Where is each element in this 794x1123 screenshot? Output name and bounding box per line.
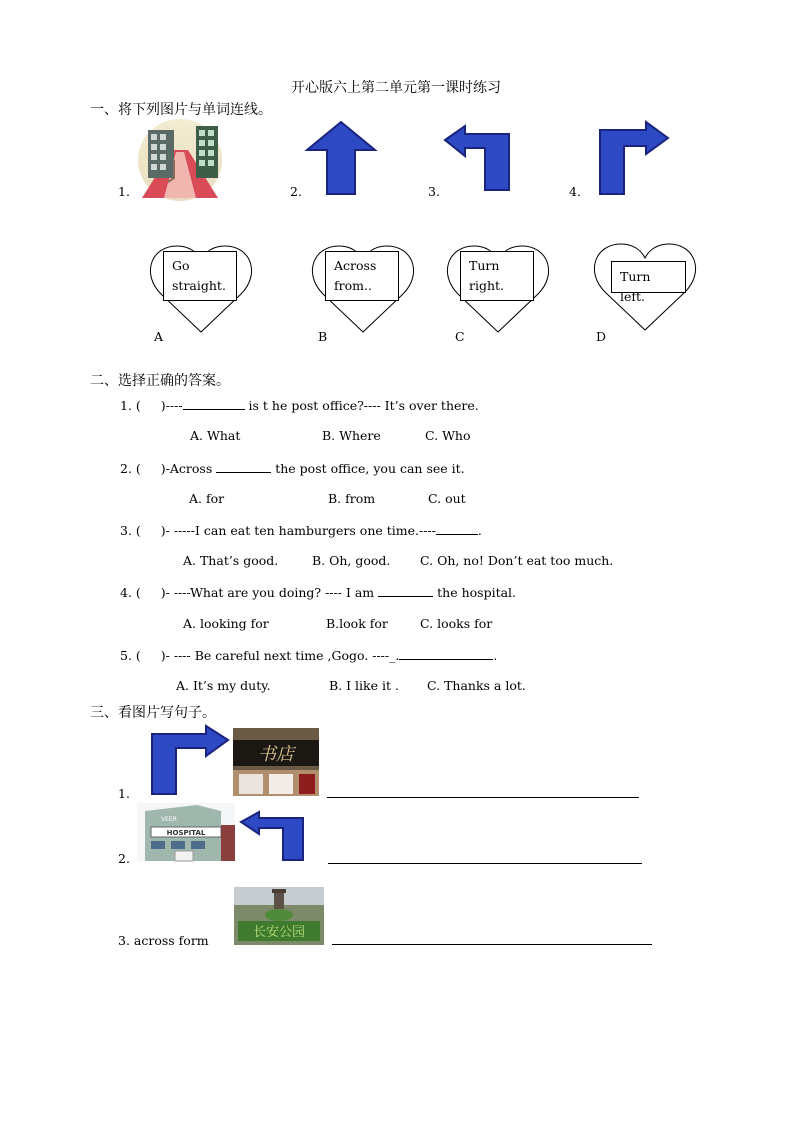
card-b-line1: Across [334, 258, 377, 273]
q5-option-b: B. I like it . [329, 678, 399, 693]
section-1-heading: 一、将下列图片与单词连线。 [90, 102, 272, 118]
card-d-letter: D [596, 329, 607, 344]
question-1-number: 1. ( [120, 398, 141, 413]
question-2-stem: )-Across [160, 461, 213, 476]
question-5 [120, 647, 497, 663]
question-4-stem: )- ----What are you doing? ---- I am [160, 585, 375, 600]
question-4 [120, 584, 516, 600]
question-3-number: 3. ( [120, 523, 141, 538]
question-5-stem: )- ---- Be careful next time ,Gogo. ----_. [160, 648, 400, 663]
q1-option-a: A. What [190, 428, 241, 443]
card-a-box [163, 251, 237, 301]
question-4-rest: the hospital. [437, 585, 517, 600]
card-c-line2: right. [469, 278, 505, 293]
card-a-line2: straight. [172, 278, 226, 293]
svg-text:HOSPITAL: HOSPITAL [166, 829, 206, 837]
arrow-turn-right-icon [594, 120, 670, 196]
card-b-line2: from.. [334, 278, 372, 293]
arrow-turn-left-icon [443, 124, 513, 192]
q3-option-c: C. Oh, no! Don’t eat too much. [420, 553, 614, 568]
question-4-number: 4. ( [120, 585, 141, 600]
question-3 [120, 522, 482, 538]
q2-option-a: A. for [189, 491, 225, 506]
picture-4-number: 4. [569, 184, 581, 199]
q4-option-c: C. looks for [420, 616, 493, 631]
q5-option-c: C. Thanks a lot. [427, 678, 526, 693]
question-3-blank[interactable] [436, 522, 478, 535]
question-5-rest: . [493, 648, 498, 663]
question-2 [120, 460, 465, 476]
q3-option-b: B. Oh, good. [312, 553, 391, 568]
picture-1-number: 1. [118, 184, 130, 199]
write-item-3-text: across form [133, 933, 209, 948]
write-item-1-number: 1. [118, 786, 130, 801]
q1-option-c: C. Who [425, 428, 471, 443]
question-1-blank[interactable] [183, 397, 245, 410]
q2-option-c: C. out [428, 491, 466, 506]
bookstore-sign-image [233, 728, 319, 796]
write-item-1-answer-line[interactable] [327, 797, 639, 798]
hospital-building-image [137, 803, 235, 861]
arrow-up-icon [305, 120, 377, 196]
card-a-letter: A [154, 329, 164, 344]
card-a-line1: Go [172, 258, 190, 273]
write-item-3-number: 3. [118, 933, 130, 948]
street-buildings-image [138, 120, 223, 202]
arrow-turn-left-icon [239, 810, 307, 862]
question-2-rest: the post office, you can see it. [275, 461, 465, 476]
question-1 [120, 397, 479, 413]
question-2-number: 2. ( [120, 461, 141, 476]
card-d-box [611, 261, 686, 304]
question-4-blank[interactable] [378, 584, 433, 597]
card-c-line1: Turn [469, 258, 500, 273]
write-item-2-number: 2. [118, 851, 130, 866]
park-hedge-image [234, 887, 324, 945]
svg-text:书店: 书店 [258, 744, 294, 765]
card-c-letter: C [455, 329, 465, 344]
write-item-3-label [118, 933, 209, 948]
q2-option-b: B. from [328, 491, 376, 506]
q3-option-a: A. That’s good. [183, 553, 279, 568]
card-c-box [460, 251, 534, 301]
svg-text:长安公园: 长安公园 [252, 925, 306, 940]
question-2-blank[interactable] [216, 460, 271, 473]
q4-option-b: B.look for [326, 616, 388, 631]
arrow-turn-right-icon [146, 724, 230, 796]
card-b-letter: B [318, 329, 328, 344]
picture-3-number: 3. [428, 184, 440, 199]
section-3-heading: 三、看图片写句子。 [90, 705, 216, 721]
question-5-blank[interactable] [399, 647, 493, 660]
card-b-box [325, 251, 399, 301]
question-3-stem: )- -----I can eat ten hamburgers one time.---- [160, 523, 436, 538]
question-3-rest: . [477, 523, 482, 538]
question-1-rest: is t he post office?---- It’s over there. [248, 398, 479, 413]
svg-text:VEER: VEER [161, 816, 177, 823]
q5-option-a: A. It’s my duty. [176, 678, 271, 693]
write-item-2-answer-line[interactable] [328, 863, 642, 864]
write-item-3-answer-line[interactable] [332, 944, 652, 945]
picture-2-number: 2. [290, 184, 302, 199]
q4-option-a: A. looking for [183, 616, 269, 631]
question-1-stem: )---- [160, 398, 183, 413]
question-5-number: 5. ( [120, 648, 141, 663]
q1-option-b: B. Where [322, 428, 381, 443]
section-2-heading: 二、选择正确的答案。 [90, 373, 230, 389]
card-d-line1: Turn left. [620, 269, 651, 304]
page-title: 开心版六上第二单元第一课时练习 [291, 80, 501, 96]
